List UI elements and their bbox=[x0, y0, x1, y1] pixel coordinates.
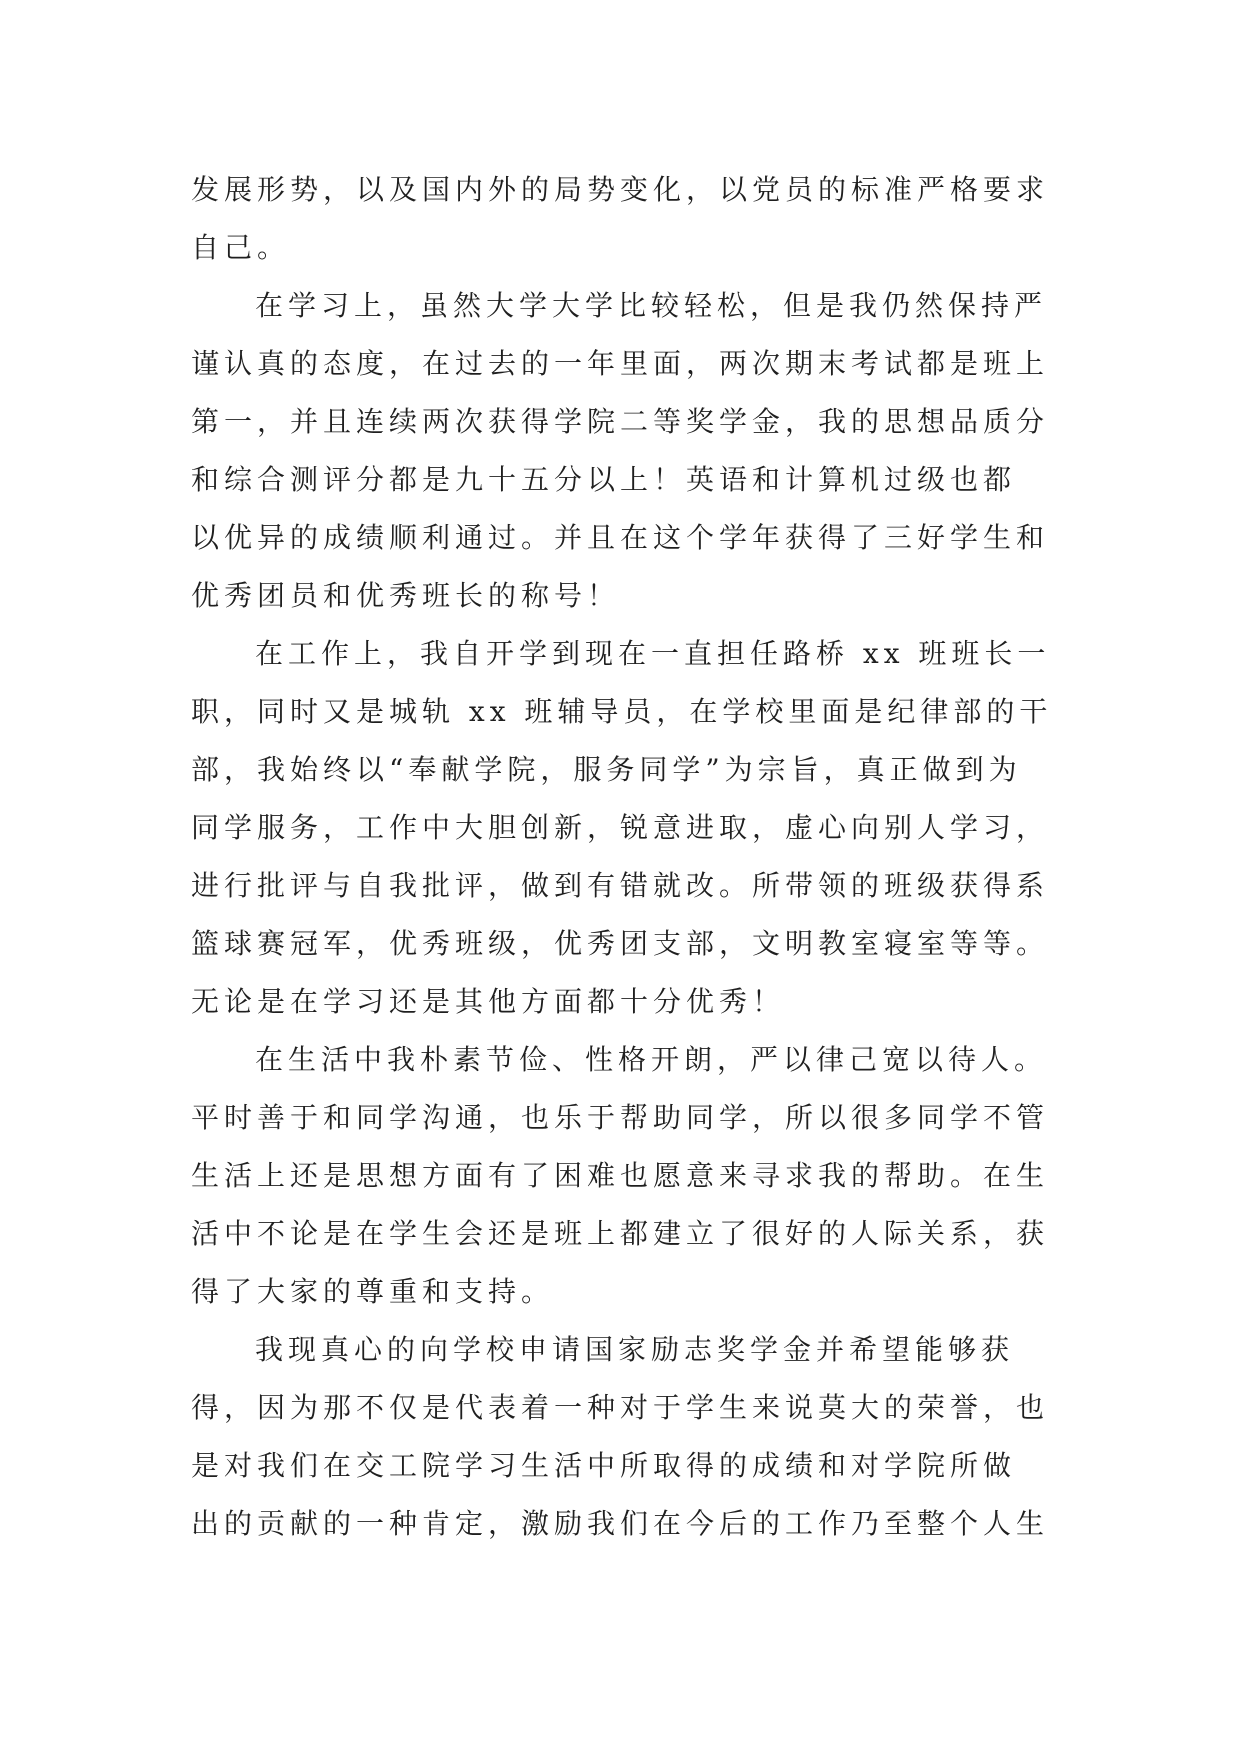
text-line: 进行批评与自我批评，做到有错就改。所带领的班级获得系 bbox=[191, 869, 1050, 902]
text-line: 谨认真的态度，在过去的一年里面，两次期末考试都是班上 bbox=[191, 347, 1050, 380]
paragraph-start-line: 在生活中我朴素节俭、性格开朗，严以律己宽以待人。 bbox=[255, 1043, 1048, 1076]
text-line: 自己。 bbox=[191, 231, 291, 264]
text-line: 出的贡献的一种肯定，激励我们在今后的工作乃至整个人生 bbox=[191, 1507, 1050, 1540]
text-line: 同学服务，工作中大胆创新，锐意进取，虚心向别人学习， bbox=[191, 811, 1050, 844]
text-line: 以优异的成绩顺利通过。并且在这个学年获得了三好学生和 bbox=[191, 521, 1050, 554]
text-line: 得了大家的尊重和支持。 bbox=[191, 1275, 555, 1308]
paragraph-start-line: 在学习上，虽然大学大学比较轻松，但是我仍然保持严 bbox=[255, 289, 1048, 322]
text-line: 是对我们在交工院学习生活中所取得的成绩和对学院所做 bbox=[191, 1449, 1017, 1482]
text-line: 第一，并且连续两次获得学院二等奖学金，我的思想品质分 bbox=[191, 405, 1050, 438]
text-line: 篮球赛冠军，优秀班级，优秀团支部，文明教室寝室等等。 bbox=[191, 927, 1050, 960]
text-line: 无论是在学习还是其他方面都十分优秀！ bbox=[191, 985, 786, 1018]
text-line: 优秀团员和优秀班长的称号！ bbox=[191, 579, 621, 612]
text-line: 职，同时又是城轨 xx 班辅导员，在学校里面是纪律部的干 bbox=[191, 695, 1053, 728]
text-line: 平时善于和同学沟通，也乐于帮助同学，所以很多同学不管 bbox=[191, 1101, 1050, 1134]
text-line: 活中不论是在学生会还是班上都建立了很好的人际关系，获 bbox=[191, 1217, 1050, 1250]
text-line: 发展形势，以及国内外的局势变化，以党员的标准严格要求 bbox=[191, 173, 1050, 206]
paragraph-start-line: 在工作上，我自开学到现在一直担任路桥 xx 班班长一 bbox=[255, 637, 1051, 670]
document-body bbox=[191, 161, 1071, 1553]
text-line: 部，我始终以“奉献学院，服务同学”为宗旨，真正做到为 bbox=[191, 753, 1022, 786]
paragraph-start-line: 我现真心的向学校申请国家励志奖学金并希望能够获 bbox=[255, 1333, 1015, 1366]
text-line: 生活上还是思想方面有了困难也愿意来寻求我的帮助。在生 bbox=[191, 1159, 1050, 1192]
text-line: 得，因为那不仅是代表着一种对于学生来说莫大的荣誉，也 bbox=[191, 1391, 1050, 1424]
text-line: 和综合测评分都是九十五分以上！英语和计算机过级也都 bbox=[191, 463, 1017, 496]
